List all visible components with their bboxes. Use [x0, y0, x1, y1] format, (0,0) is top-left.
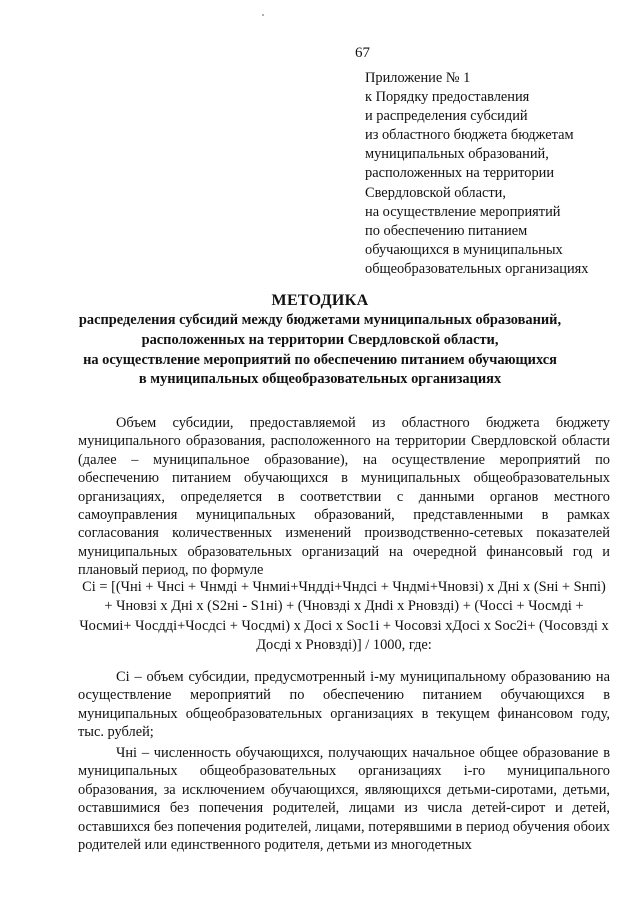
- intro-text: Объем субсидии, предоставляемой из областного бюджета бюджету муниципального образования, расположенного на территории Свердловской области (далее – муниципальное образование), на осуществление мероприятий по обеспечению питанием обучающихся в муниципальных общеобразовательных организациях, определяется в соответствии с данными органов местного самоуправления муниципальных образований, представленными в рамках согласования количественных изменений производственно-сетевых показателей муниципальных образовательных организаций на очередной финансовый год и плановый период, по формуле: [78, 415, 610, 579]
- heading-line: на осуществление мероприятий по обеспечению питанием обучающихся: [83, 351, 557, 368]
- definition-ci: Сi – объем субсидии, предусмотренный i-му муниципальному образованию на осуществление мероприятий по обеспечению питанием обучающихся в муниципальных общеобразовательных организациях в текущем финансовом году, тыс. рублей;: [78, 669, 610, 741]
- definition-chni: Чнi – численность обучающихся, получающих начальное общее образование в муниципальных общеобразовательных организациях i-го муниципального образования, за исключением обучающихся, являющихся детьми-сиротами, детьми, оставшимися без попечения родителей, лицами из числа детей-сирот и детей, оставшихся без попечения родителей, лицами, потерявшими в период обучения обоих родителей или единственного родителя, детьми из многодетных: [78, 745, 610, 854]
- definition-paragraph: [78, 668, 610, 742]
- appendix-line: к Порядку предоставления: [365, 89, 530, 106]
- heading-line: распределения субсидий между бюджетами муниципальных образований,: [78, 312, 562, 328]
- intro-paragraph: [78, 414, 610, 580]
- appendix-line: обучающихся в муниципальных: [365, 241, 563, 258]
- appendix-line: на осуществление мероприятий: [365, 203, 561, 220]
- appendix-line: Свердловской области,: [365, 184, 506, 201]
- page-number: 67: [355, 45, 370, 61]
- appendix-line: расположенных на территории: [365, 165, 555, 182]
- appendix-line: Приложение № 1: [365, 70, 471, 86]
- document-title: МЕТОДИКА: [271, 292, 369, 309]
- scan-dot: [262, 14, 264, 16]
- appendix-line: по обеспечению питанием: [365, 222, 528, 239]
- document-heading: [0, 291, 640, 390]
- appendix-line: общеобразовательных организациях: [365, 260, 589, 277]
- appendix-line: из областного бюджета бюджетам: [365, 127, 574, 144]
- heading-line: расположенных на территории Свердловской области,: [141, 331, 499, 348]
- heading-line: в муниципальных общеобразовательных организациях: [138, 371, 502, 388]
- appendix-line: муниципальных образований,: [365, 146, 549, 163]
- definition-paragraph: [78, 744, 610, 854]
- appendix-block: [365, 69, 630, 279]
- subsidy-formula: Ci = [(Чнi + Чнсi + Чнмдi + Чнмиi+Чнддi+Чндсi + Чндмi+Чновзi) х Днi х (Sнi + Sнпi) + Чновзi х Днi х (S2нi - S1нi) + (Чновздi х Днdi х Рновздi) + (Чосci + Чосмдi + Чосмиi+ Чосддi+Чосдсi + Чосдмi) х Досi х Soc1i + Чосовзi хДосi х Soc2i+ (Чосовздi х Досдi х Рновздi)] / 1000, где:: [79, 579, 609, 654]
- appendix-line: и распределения субсидий: [365, 108, 528, 125]
